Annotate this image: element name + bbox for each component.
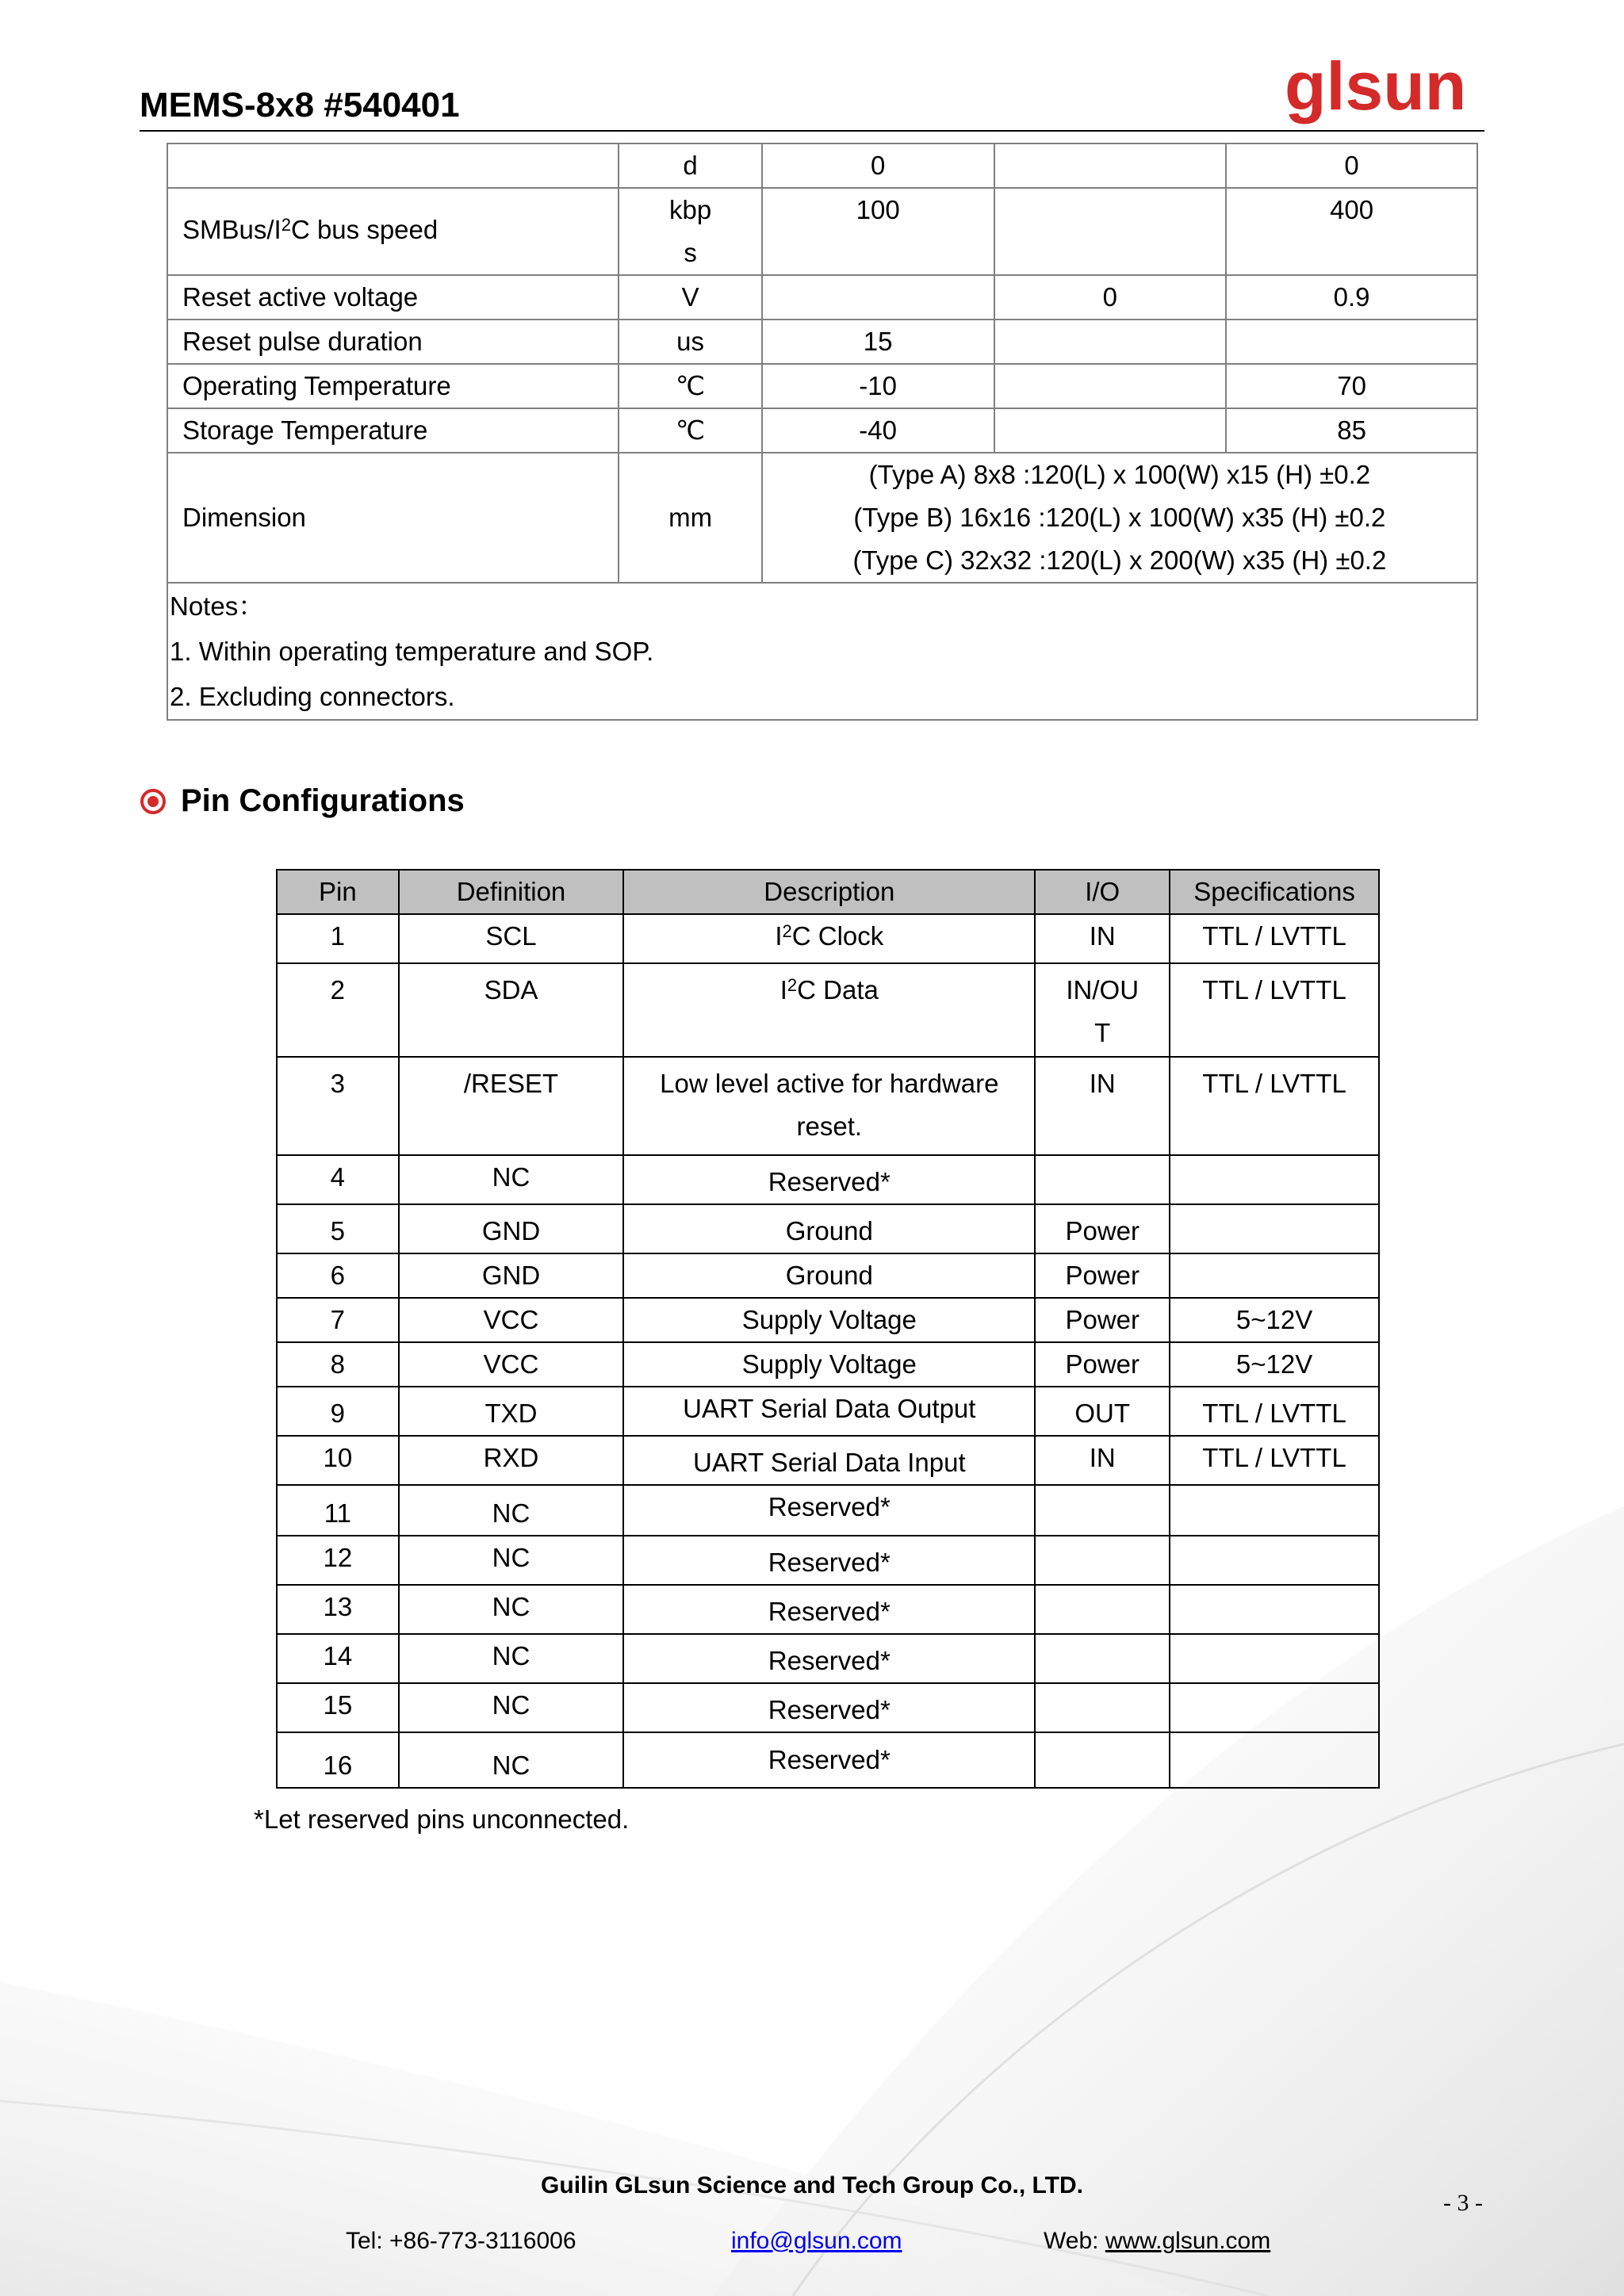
- notes: Notes： 1. Within operating temperature and SOP. 2. Excluding connectors.: [167, 583, 1477, 720]
- pin-description: Reserved*: [623, 1634, 1035, 1683]
- header-divider: [140, 130, 1484, 132]
- pin-io: [1035, 1683, 1170, 1732]
- column-header: Specifications: [1170, 870, 1379, 914]
- spec-unit: us: [619, 320, 761, 364]
- pin-description: $I^2C$ Clock: [623, 914, 1035, 963]
- table-header-row: [277, 870, 1379, 914]
- spec-max: 70: [1226, 364, 1477, 408]
- notes-row: [167, 583, 1477, 720]
- spec-typ: [994, 144, 1227, 188]
- pin-number: 6: [277, 1253, 399, 1298]
- spec-min: -10: [762, 364, 994, 408]
- pin-io: IN/OU T: [1035, 963, 1170, 1057]
- pin-io: OUT: [1035, 1387, 1170, 1436]
- pin-io: [1035, 1155, 1170, 1204]
- pin-description: Supply Voltage: [623, 1342, 1035, 1387]
- table-row: [167, 364, 1477, 408]
- spec-param: Operating Temperature: [167, 364, 619, 408]
- dimension-values: (Type A) 8x8 :120(L) x 100(W) x15 (H) ±0.2 (Type B) 16x16 :120(L) x 100(W) x35 (H) ±0.2 (Type C) 32x32 :120(L) x 200(W) x35 (H) ±0.2: [762, 453, 1477, 583]
- page-number: - 3 -: [1443, 2190, 1483, 2216]
- pin-definition: RXD: [399, 1436, 624, 1485]
- table-row: [277, 1585, 1379, 1634]
- spec-typ: 0: [994, 275, 1227, 320]
- spec-min: 100: [762, 188, 994, 275]
- pin-table: [276, 869, 1380, 1789]
- pin-spec: [1170, 1732, 1379, 1788]
- table-row: [167, 408, 1477, 453]
- pin-io: Power: [1035, 1253, 1170, 1298]
- pin-description: Ground: [623, 1204, 1035, 1253]
- glsun-logo: [1285, 60, 1483, 132]
- pin-description: Supply Voltage: [623, 1298, 1035, 1342]
- pin-io: [1035, 1485, 1170, 1536]
- spec-typ: [994, 320, 1227, 364]
- table-row: [167, 453, 1477, 583]
- spec-max: 400: [1226, 188, 1477, 275]
- pin-description: Low level active for hardware reset.: [623, 1057, 1035, 1155]
- pin-description: UART Serial Data Input: [623, 1436, 1035, 1485]
- pin-number: 7: [277, 1298, 399, 1342]
- spec-param: Storage Temperature: [167, 408, 619, 453]
- table-row: [277, 914, 1379, 963]
- pin-definition: NC: [399, 1485, 624, 1536]
- table-row: [277, 1204, 1379, 1253]
- pin-number: 8: [277, 1342, 399, 1387]
- spec-param: Reset pulse duration: [167, 320, 619, 364]
- table-row: [277, 1253, 1379, 1298]
- pin-number: 5: [277, 1204, 399, 1253]
- pin-number: 1: [277, 914, 399, 963]
- pin-number: 3: [277, 1057, 399, 1155]
- table-row: [277, 1155, 1379, 1204]
- spec-max: 85: [1226, 408, 1477, 453]
- pin-definition: /RESET: [399, 1057, 624, 1155]
- table-row: [167, 275, 1477, 320]
- pin-definition: GND: [399, 1253, 624, 1298]
- spec-table: [167, 143, 1478, 721]
- spec-min: 0: [762, 144, 994, 188]
- spec-unit: ℃: [619, 364, 761, 408]
- svg-text:glsun: glsun: [1285, 60, 1467, 124]
- pin-spec: TTL / LVTTL: [1170, 1057, 1379, 1155]
- pin-definition: NC: [399, 1155, 624, 1204]
- pin-description: Reserved*: [623, 1536, 1035, 1585]
- table-row: [167, 144, 1477, 188]
- pin-number: 14: [277, 1634, 399, 1683]
- pin-description: Reserved*: [623, 1732, 1035, 1788]
- spec-typ: [994, 364, 1227, 408]
- spec-param: Dimension: [167, 453, 619, 583]
- pin-spec: 5~12V: [1170, 1342, 1379, 1387]
- table-row: [277, 1732, 1379, 1788]
- pin-spec: TTL / LVTTL: [1170, 1387, 1379, 1436]
- section-title: Pin Configurations: [181, 783, 465, 818]
- pin-definition: SDA: [399, 963, 624, 1057]
- column-header: I/O: [1035, 870, 1170, 914]
- pin-description: Reserved*: [623, 1485, 1035, 1536]
- radio-bullet-icon: [140, 788, 167, 815]
- pin-description: Ground: [623, 1253, 1035, 1298]
- table-row: [277, 1485, 1379, 1536]
- pin-footnote: *Let reserved pins unconnected.: [254, 1804, 630, 1834]
- pin-definition: NC: [399, 1585, 624, 1634]
- pin-spec: [1170, 1634, 1379, 1683]
- pin-definition: GND: [399, 1204, 624, 1253]
- spec-param: SMBus/$I^2C$ bus speed: [167, 188, 619, 275]
- spec-unit: V: [619, 275, 761, 320]
- table-row: [277, 1057, 1379, 1155]
- pin-number: 13: [277, 1585, 399, 1634]
- pin-spec: [1170, 1204, 1379, 1253]
- table-row: [277, 963, 1379, 1057]
- spec-unit: d: [619, 144, 761, 188]
- pin-spec: [1170, 1253, 1379, 1298]
- pin-description: Reserved*: [623, 1683, 1035, 1732]
- spec-min: 15: [762, 320, 994, 364]
- pin-definition: NC: [399, 1683, 624, 1732]
- pin-definition: VCC: [399, 1342, 624, 1387]
- spec-param: Reset active voltage: [167, 275, 619, 320]
- table-row: [167, 188, 1477, 275]
- table-row: [277, 1298, 1379, 1342]
- pin-io: Power: [1035, 1342, 1170, 1387]
- pin-definition: NC: [399, 1634, 624, 1683]
- pin-io: Power: [1035, 1298, 1170, 1342]
- column-header: Pin: [277, 870, 399, 914]
- table-row: [277, 1436, 1379, 1485]
- table-row: [167, 320, 1477, 364]
- pin-io: IN: [1035, 1057, 1170, 1155]
- page-title: MEMS-8x8 #540401: [140, 86, 460, 124]
- spec-unit: mm: [619, 453, 761, 583]
- pin-description: Reserved*: [623, 1585, 1035, 1634]
- pin-definition: NC: [399, 1536, 624, 1585]
- section-heading: [140, 783, 465, 819]
- pin-io: IN: [1035, 1436, 1170, 1485]
- table-row: [277, 1683, 1379, 1732]
- pin-io: [1035, 1634, 1170, 1683]
- pin-spec: TTL / LVTTL: [1170, 963, 1379, 1057]
- footer-tel: Tel: +86-773-3116006: [346, 2228, 576, 2254]
- table-row: [277, 1387, 1379, 1436]
- pin-spec: [1170, 1485, 1379, 1536]
- pin-number: 10: [277, 1436, 399, 1485]
- spec-min: -40: [762, 408, 994, 453]
- pin-definition: VCC: [399, 1298, 624, 1342]
- pin-spec: TTL / LVTTL: [1170, 914, 1379, 963]
- pin-io: IN: [1035, 914, 1170, 963]
- pin-number: 12: [277, 1536, 399, 1585]
- pin-description: $I^2C$ Data: [623, 963, 1035, 1057]
- pin-spec: [1170, 1585, 1379, 1634]
- pin-io: [1035, 1732, 1170, 1788]
- pin-number: 9: [277, 1387, 399, 1436]
- pin-io: [1035, 1536, 1170, 1585]
- spec-param: [167, 144, 619, 188]
- column-header: Definition: [399, 870, 624, 914]
- pin-definition: TXD: [399, 1387, 624, 1436]
- pin-number: 15: [277, 1683, 399, 1732]
- pin-spec: [1170, 1683, 1379, 1732]
- spec-max: [1226, 320, 1477, 364]
- pin-spec: [1170, 1536, 1379, 1585]
- pin-spec: [1170, 1155, 1379, 1204]
- pin-spec: 5~12V: [1170, 1298, 1379, 1342]
- spec-unit: kbp s: [619, 188, 761, 275]
- table-row: [277, 1342, 1379, 1387]
- column-header: Description: [623, 870, 1035, 914]
- pin-spec: TTL / LVTTL: [1170, 1436, 1379, 1485]
- footer-email-link[interactable]: info@glsun.com: [731, 2228, 902, 2254]
- table-row: [277, 1634, 1379, 1683]
- pin-description: Reserved*: [623, 1155, 1035, 1204]
- footer-web: Web: www.glsun.com: [1044, 2228, 1271, 2254]
- spec-max: 0.9: [1226, 275, 1477, 320]
- pin-io: [1035, 1585, 1170, 1634]
- footer-company: Guilin GLsun Science and Tech Group Co., LTD.: [541, 2172, 1083, 2198]
- table-row: [277, 1536, 1379, 1585]
- pin-definition: NC: [399, 1732, 624, 1788]
- pin-number: 11: [277, 1485, 399, 1536]
- pin-number: 16: [277, 1732, 399, 1788]
- spec-unit: ℃: [619, 408, 761, 453]
- spec-typ: [994, 408, 1227, 453]
- spec-max: 0: [1226, 144, 1477, 188]
- footer-web-link[interactable]: www.glsun.com: [1105, 2228, 1271, 2254]
- spec-min: [762, 275, 994, 320]
- pin-number: 2: [277, 963, 399, 1057]
- pin-number: 4: [277, 1155, 399, 1204]
- pin-io: Power: [1035, 1204, 1170, 1253]
- spec-typ: [994, 188, 1227, 275]
- pin-definition: SCL: [399, 914, 624, 963]
- pin-description: UART Serial Data Output: [623, 1387, 1035, 1436]
